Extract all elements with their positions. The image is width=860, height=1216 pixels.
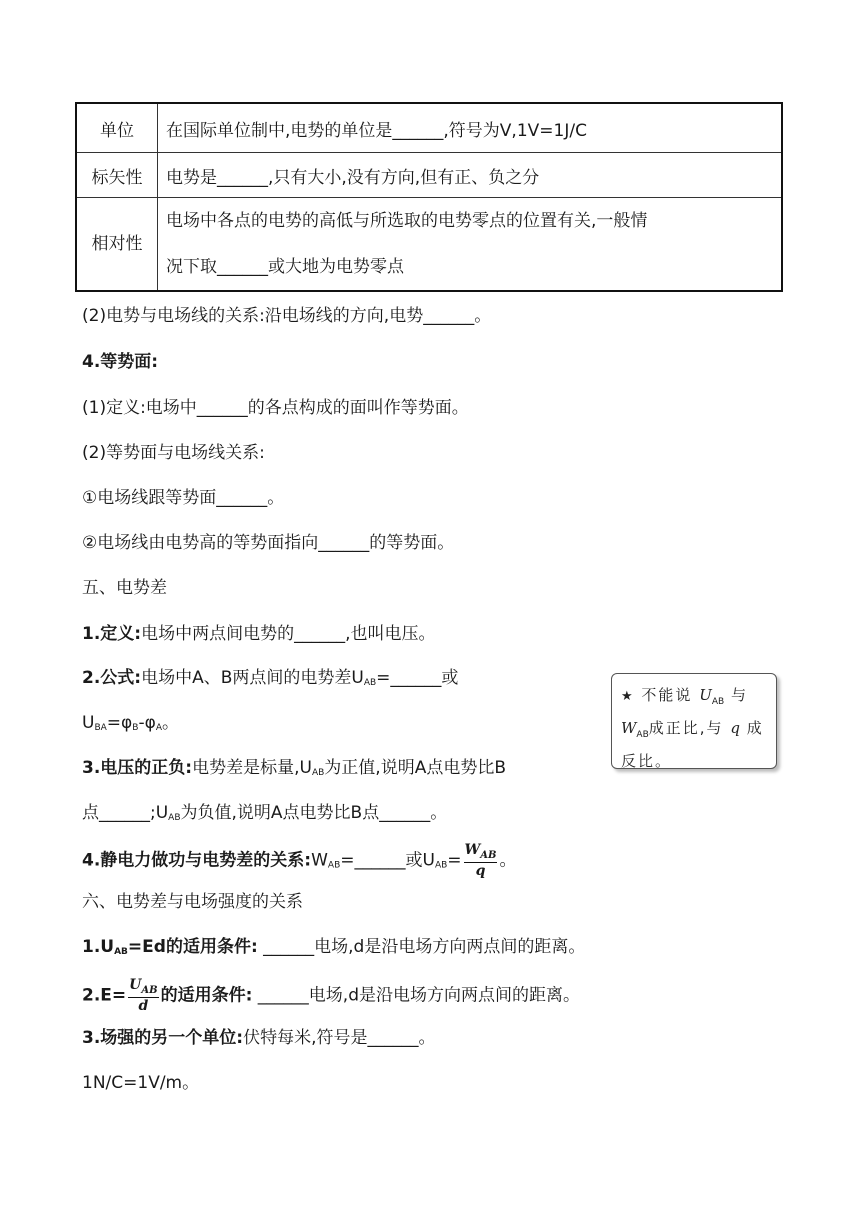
row-header: 单位 — [76, 103, 158, 153]
row-header: 相对性 — [76, 198, 158, 292]
work-potential-relation — [82, 843, 516, 880]
item-text: 。 — [161, 713, 179, 733]
e-uab-d-condition — [82, 978, 580, 1013]
note-text: 与 — [724, 686, 748, 704]
subscript: AB — [363, 678, 377, 688]
row-content: 在国际单位制中,电势的单位是______,符号为V,1V=1J/C — [158, 103, 783, 153]
note-text: 不能说 — [634, 686, 700, 704]
side-note-box — [611, 673, 777, 769]
voltage-sign-line-1 — [82, 756, 506, 785]
subscript: AB — [311, 768, 325, 778]
item-text: 为负值,说明A点电势比B点______。 — [180, 803, 448, 823]
equipotential-relation-heading: (2)等势面与电场线关系: — [82, 443, 265, 463]
item-text: =φ — [106, 713, 133, 733]
item-text: W — [311, 850, 328, 871]
note-symbol: U — [699, 686, 712, 704]
item-text: ______电场,d是沿电场方向两点间的距离。 — [257, 937, 586, 957]
fraction-numerator: W — [464, 842, 481, 858]
equipotential-definition: (1)定义:电场中______的各点构成的面叫作等势面。 — [82, 398, 469, 418]
subscript: AB — [480, 849, 497, 861]
potential-properties-table — [75, 102, 783, 292]
section-title-field-strength: 六、电势差与电场强度的关系 — [82, 892, 303, 912]
item-label: 2.E= — [82, 985, 127, 1006]
row-header: 标矢性 — [76, 153, 158, 198]
note-symbol: q — [730, 719, 740, 737]
note-text: 反比。 — [621, 752, 673, 770]
row-content — [158, 198, 783, 292]
unit-equivalence: 1N/C=1V/m。 — [82, 1073, 200, 1093]
subscript: A — [155, 723, 162, 733]
item-label: 1.定义: — [82, 624, 142, 644]
item-label: 1.U — [82, 937, 115, 957]
table-row — [76, 103, 782, 153]
fraction-denominator: q — [475, 862, 486, 879]
item-text: -φ — [138, 713, 156, 733]
item-text: 伏特每米,符号是______。 — [243, 1028, 436, 1048]
fraction-uab-over-d — [128, 978, 158, 1013]
potential-field-line-relation: (2)电势与电场线的关系:沿电场线的方向,电势______。 — [82, 306, 492, 326]
item-text: 为正值,说明A点电势比B — [324, 758, 506, 778]
item-text: U — [82, 713, 95, 733]
subscript: AB — [434, 860, 448, 871]
item-text: 。 — [499, 850, 517, 871]
note-text: 成 — [739, 719, 764, 737]
star-icon: ★ — [621, 689, 635, 704]
subscript: BA — [94, 723, 107, 733]
item-text: =______或U — [340, 850, 435, 871]
note-symbol: W — [621, 719, 637, 737]
subscript: AB — [327, 860, 341, 871]
uab-ed-condition — [82, 935, 585, 964]
row-content: 电势是______,只有大小,没有方向,但有正、负之分 — [158, 153, 783, 198]
subscript: AB — [168, 813, 181, 823]
section-title-potential-difference: 五、电势差 — [82, 578, 167, 598]
note-text: 成正比,与 — [648, 719, 731, 737]
item-label: 3.场强的另一个单位: — [82, 1028, 244, 1048]
voltage-sign-line-2 — [82, 801, 447, 830]
row-content-line2: 况下取______或大地为电势零点 — [166, 257, 404, 277]
item-label: 4.静电力做功与电势差的关系: — [82, 850, 312, 871]
subscript: AB — [636, 730, 649, 740]
item-text: 电场中两点间电势的______,也叫电压。 — [141, 624, 436, 644]
item-text: 电场中A、B两点间的电势差U — [141, 668, 364, 688]
subscript: B — [132, 723, 139, 733]
item-text: 点______;U — [82, 803, 169, 823]
item-label: 2.公式: — [82, 668, 142, 688]
item-text: = — [447, 850, 462, 871]
subscript: AB — [141, 984, 158, 996]
field-strength-unit — [82, 1026, 436, 1050]
table-row — [76, 153, 782, 198]
equipotential-relation-1: ①电场线跟等势面______。 — [82, 488, 285, 508]
row-content-line1: 电场中各点的电势的高低与所选取的电势零点的位置有关,一般情 — [166, 211, 648, 231]
fraction-numerator: U — [129, 977, 142, 993]
equipotential-relation-2: ②电场线由电势高的等势面指向______的等势面。 — [82, 533, 455, 553]
item-text: 电势差是标量,U — [192, 758, 312, 778]
table-row — [76, 198, 782, 292]
subscript: AB — [711, 697, 725, 707]
item-text: ______电场,d是沿电场方向两点间的距离。 — [252, 985, 581, 1006]
fraction-wab-over-q — [464, 843, 498, 878]
item-label: =Ed的适用条件: — [127, 937, 258, 957]
potential-difference-formula-ba — [82, 711, 179, 740]
item-text: =______或 — [376, 668, 459, 688]
potential-difference-definition — [82, 622, 436, 646]
section-heading-equipotential: 4.等势面: — [82, 352, 159, 372]
item-label: 的适用条件: — [160, 985, 253, 1006]
potential-difference-formula — [82, 666, 458, 695]
subscript: AB — [114, 947, 128, 957]
item-label: 3.电压的正负: — [82, 758, 193, 778]
fraction-denominator: d — [138, 997, 149, 1014]
